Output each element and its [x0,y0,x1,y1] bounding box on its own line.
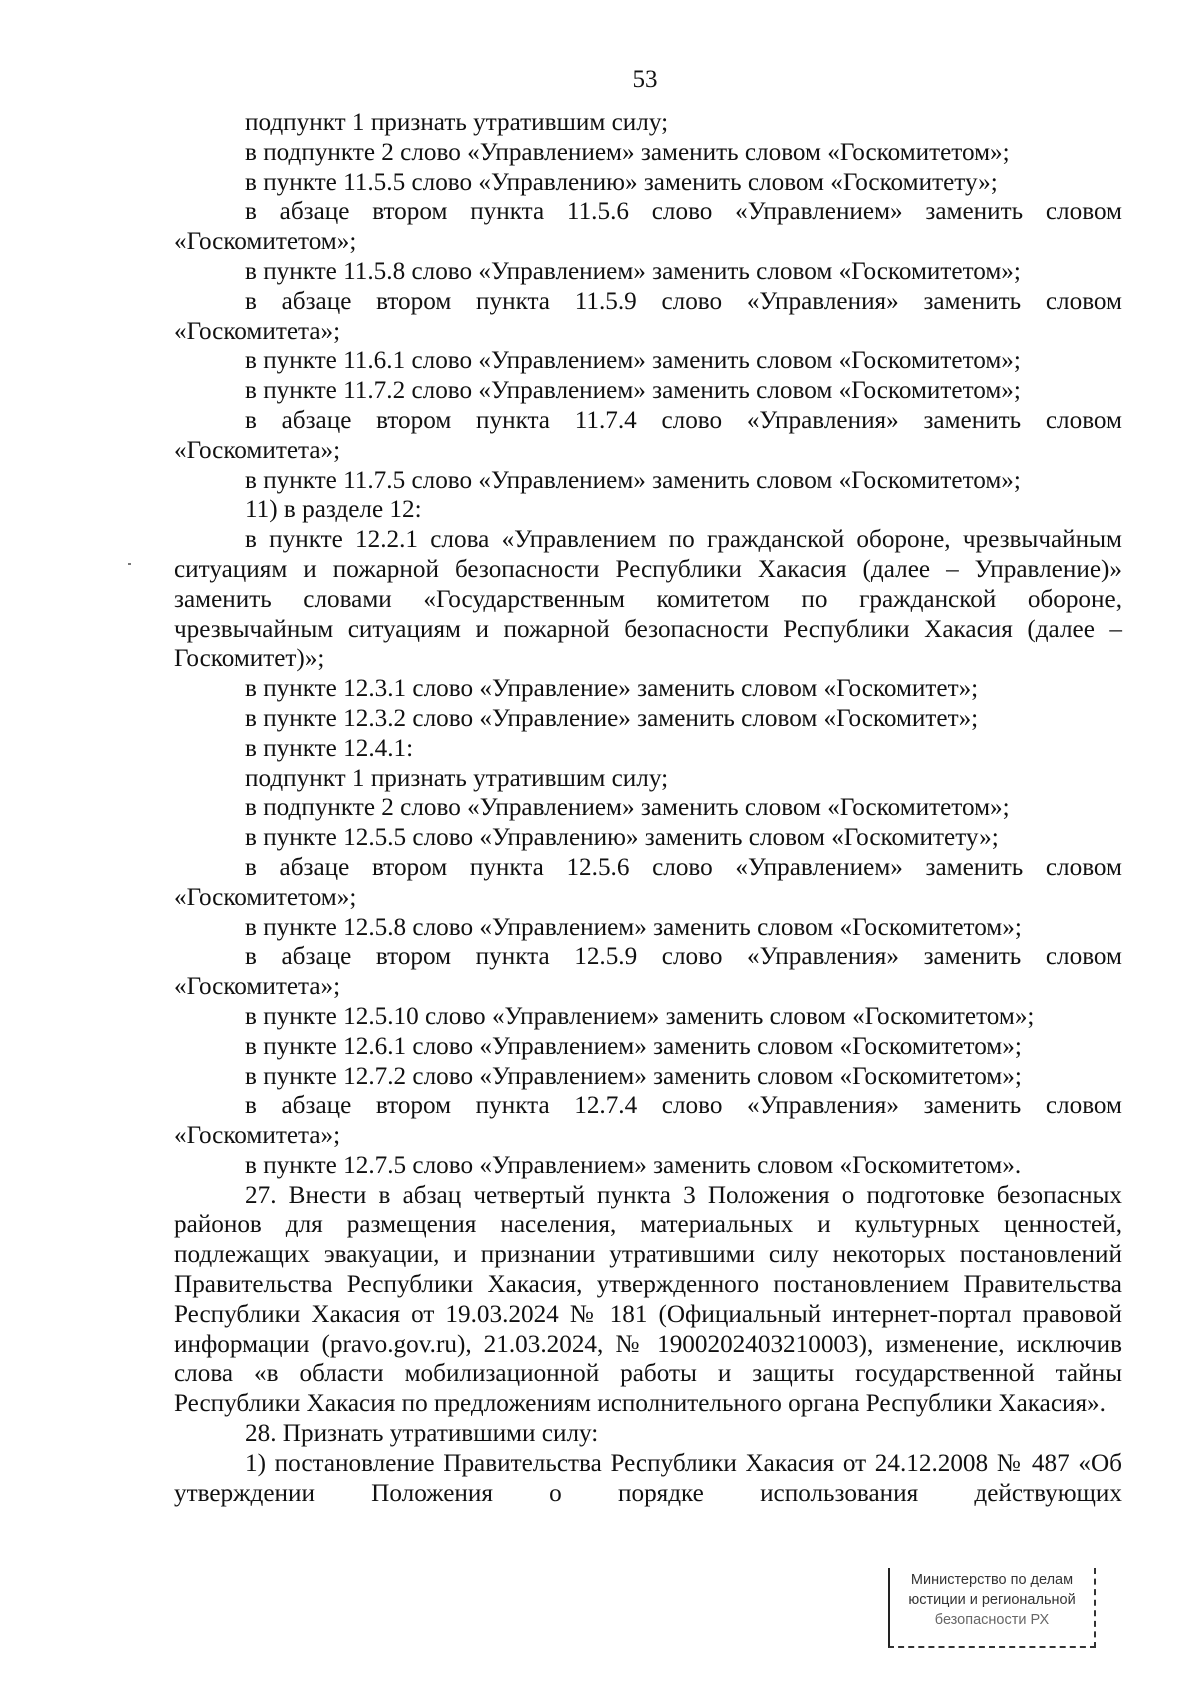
stamp-line: Министерство по делам [910,1572,1074,1588]
stamp-line: безопасности РХ [934,1612,1050,1628]
paragraph: подпункт 1 признать утратившим силу; [245,764,669,792]
document-body [174,108,1122,1508]
paragraph: в абзаце втором пункта 11.5.6 слово «Управлением» заменить словом «Госкомитетом»; [174,198,1122,256]
section-heading: 11) в разделе 12: [245,496,422,524]
paragraph: в пункте 12.5.10 слово «Управлением» заменить словом «Госкомитетом»; [245,1002,1035,1030]
paragraph: в пункте 11.7.2 слово «Управлением» заменить словом «Госкомитетом»; [245,377,1021,405]
paragraph: в пункте 12.3.1 слово «Управление» заменить словом «Госкомитет»; [245,675,979,703]
paragraph: в пункте 12.5.8 слово «Управлением» заменить словом «Госкомитетом»; [245,913,1022,941]
paragraph: в абзаце втором пункта 12.7.4 слово «Управления» заменить словом «Госкомитета»; [174,1092,1122,1150]
paragraph: в пункте 12.4.1: [245,734,414,762]
paragraph: в пункте 12.7.5 слово «Управлением» заменить словом «Госкомитетом». [245,1151,1022,1179]
paragraph: подпункт 1 признать утратившим силу; [245,109,669,136]
paragraph: в подпункте 2 слово «Управлением» заменить словом «Госкомитетом»; [245,138,1010,166]
paragraph: в пункте 12.7.2 слово «Управлением» заменить словом «Госкомитетом»; [245,1062,1022,1090]
paragraph: в абзаце втором пункта 11.5.9 слово «Управления» заменить словом «Госкомитета»; [174,287,1122,345]
paragraph: в пункте 11.5.8 слово «Управлением» заменить словом «Госкомитетом»; [245,257,1021,285]
paragraph: в пункте 11.7.5 слово «Управлением» заменить словом «Госкомитетом»; [245,466,1021,494]
paragraph: 27. Внести в абзац четвертый пункта 3 Положения о подготовке безопасных районов для размещения населения, материальных и культурных ценностей, подлежащих эвакуации, и признании утратившими силу некоторых постановлений Правительства Республики Хакасия, утвержденного постановлением Правительства Республики Хакасия от 19.03.2024 № 181 (Официальный интернет-портал правовой информации (pravo.gov.ru), 21.03.2024, № 1900202403210003), изменение, исключив слова «в области мобилизационной работы и защиты государственной тайны Республики Хакасия по предложениям исполнительного органа Республики Хакасия». [174,1181,1122,1418]
paragraph: 28. Признать утратившими силу: [245,1420,599,1448]
page-number: 53 [632,66,658,93]
stamp-line: юстиции и региональной [908,1592,1076,1608]
paragraph: в абзаце втором пункта 11.7.4 слово «Управления» заменить словом «Госкомитета»; [174,406,1122,464]
paragraph: в абзаце втором пункта 12.5.6 слово «Управлением» заменить словом «Госкомитетом»; [174,853,1122,911]
paragraph: в пункте 12.3.2 слово «Управление» заменить словом «Госкомитет»; [245,704,979,732]
paragraph: в пункте 11.6.1 слово «Управлением» заменить словом «Госкомитетом»; [245,347,1021,375]
registration-stamp [888,1568,1096,1648]
scan-speck [128,563,131,565]
paragraph: в пункте 11.5.5 слово «Управлению» заменить словом «Госкомитету»; [245,168,998,196]
paragraph: в пункте 12.2.1 слова «Управлением по гражданской обороне, чрезвычайным ситуациям и пожарной безопасности Республики Хакасия (далее – Управление)» заменить словами «Государственным комитетом по гражданской обороне, чрезвычайным ситуациям и пожарной безопасности Республики Хакасия (далее – Госкомитет)»; [174,526,1122,673]
paragraph: в абзаце втором пункта 12.5.9 слово «Управления» заменить словом «Госкомитета»; [174,943,1122,1001]
paragraph: 1) постановление Правительства Республики Хакасия от 24.12.2008 № 487 «Об утверждении Положения о порядке использования действующих [174,1449,1122,1507]
paragraph: в пункте 12.5.5 слово «Управлению» заменить словом «Госкомитету»; [245,824,999,852]
paragraph: в пункте 12.6.1 слово «Управлением» заменить словом «Госкомитетом»; [245,1032,1022,1060]
paragraph: в подпункте 2 слово «Управлением» заменить словом «Госкомитетом»; [245,794,1010,822]
